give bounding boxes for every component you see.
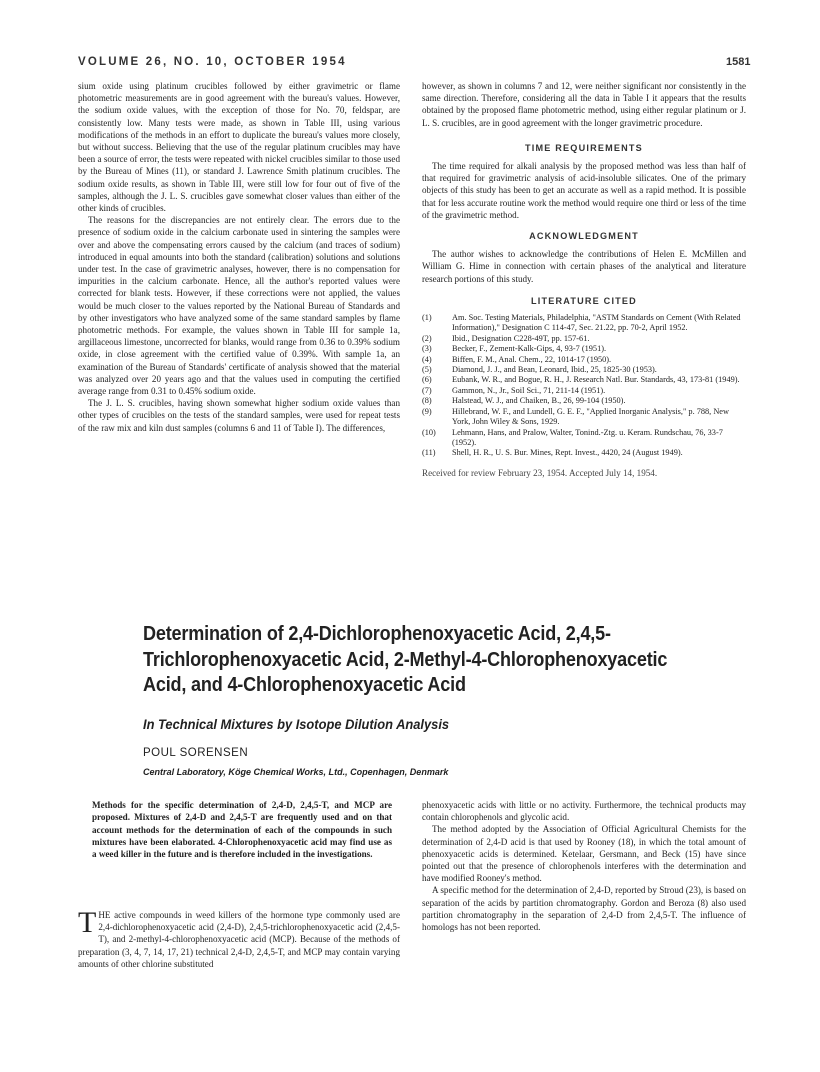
reference-item: (11) Shell, H. R., U. S. Bur. Mines, Rept. Invest., 4420, 24 (August 1949).	[422, 448, 683, 458]
running-header: VOLUME 26, NO. 10, OCTOBER 1954	[78, 56, 347, 68]
paragraph: The method adopted by the Association of Official Agricultural Chemists for the determination of 2,4-D acid is that used by Rooney (18), in which the total amount of phenoxyacetic acids is determined. Ketelaar, Gersmann, and Beck (15) have since pointed out that the presence of chlorophenols interferes with the determination and have modified Rooney's method.	[422, 824, 746, 884]
section-heading-ack: ACKNOWLEDGMENT	[529, 231, 639, 242]
paragraph: The J. L. S. crucibles, having shown somewhat higher sodium oxide values than other types of crucibles on the tests of the standard samples, were used for repeat tests of the raw mix and kiln dust samples (columns 6 and 11 of Table I). The differences,	[78, 398, 400, 433]
paragraph: sium oxide using platinum crucibles followed by either gravimetric or flame photometric measurements are in good agreement with the bureau's values. However, the sodium oxide values, with the exception of those for No. 70, feldspar, are consistently low. Many tests were made, as shown in Table III, using various modifications of the methods in an effort to duplicate the bureau's values more closely, but without success. Believing that the use of the regular platinum crucibles may have been a source of error, the tests were repeated with nickel crucibles similar to those used by the Bureau of Mines (11), or standard J. Lawrence Smith platinum crucibles. The sodium oxide results, as shown in Table III, were still low for four out of five of the samples, although the J. L. S. crucibles gave somewhat closer values than either of the other kinds of crucibles.	[78, 81, 400, 214]
article-right-column	[422, 799, 746, 933]
drop-cap: T	[78, 906, 97, 939]
section-heading-literature: LITERATURE CITED	[531, 295, 637, 306]
paragraph: The reasons for the discrepancies are not entirely clear. The errors due to the presence of sodium oxide in the calcium carbonate used in sintering the samples were over and above the compensating errors caused by the calcium (and traces of sodium) introduced in equal amounts into both the standard (calibration) solutions and solutions under test. In the case of gravimetric analyses, however, there is no compensation for impurities in the calcium carbonate. Hence, all the author's reported values were corrected for blank tests. However, if these corrections were not applied, the values would be much closer to the values reported by the National Bureau of Standards and by other investigators who have analyzed some of the same standard samples by flame photometric methods. For example, the values shown in Table III for sample 1a, argillaceous limestone, uncorrected for blanks, would range from 0.36 to 0.39% sodium oxide, in close agreement with the certified value of 0.39%. With sample 1a, an examination of the Bureau of Standards' certificate of analysis showed that the material was analyzed over 20 years ago and that the values used in computing the certified average range from 0.31 to 0.45% sodium oxide.	[78, 215, 400, 397]
reference-item: (2) Ibid., Designation C228-49T, pp. 157-61.	[422, 333, 590, 343]
reference-item: (4) Biffen, F. M., Anal. Chem., 22, 1014-17 (1950).	[422, 354, 612, 364]
reference-item: (9) Hillebrand, W. F., and Lundell, G. E. F., "Applied Inorganic Analysis," p. 788, New York, John Wiley & Sons, 1929.	[422, 406, 729, 427]
paragraph: however, as shown in columns 7 and 12, were neither significant nor consistently in the same direction. Therefore, considering all the data in Table I it appears that the results obtained by the proposed flame photometric method, using either regular platinum or J. L. S. crucibles, are in good agreement with the longer gravimetric procedure.	[422, 81, 746, 128]
paragraph: phenoxyacetic acids with little or no activity. Furthermore, the technical products may contain chlorophenols and glycolic acid.	[422, 800, 746, 823]
article-affiliation: Central Laboratory, Köge Chemical Works, Ltd., Copenhagen, Denmark	[143, 767, 449, 778]
section-heading-time: TIME REQUIREMENTS	[525, 142, 643, 153]
reference-item: (1) Am. Soc. Testing Materials, Philadelphia, "ASTM Standards on Cement (With Related Information)," Designation C 114-47, Sec. 21.22, pp. 70-2, April 1952.	[422, 313, 741, 333]
page-number: 1581	[726, 56, 751, 68]
abstract: Methods for the specific determination of 2,4-D, 2,4,5-T, and MCP are proposed. Mixtures of 2,4-D and 2,4,5-T are frequently used and on that account methods for the determination of each of the compounds in such mixtures have been elaborated. 4-Chlorophenoxyacetic acid may find use as a weed killer in the future and is therefore included in the investigations.	[92, 800, 392, 860]
right-column	[422, 80, 746, 479]
reference-item: (10) Lehmann, Hans, and Pralow, Walter, Tonind.-Ztg. u. Keram. Rundschau, 76, 33-7 (1952).	[422, 427, 723, 447]
reference-item: (5) Diamond, J. J., and Bean, Leonard, Ibid., 25, 1825-30 (1953).	[422, 365, 657, 375]
reference-item: (7) Gammon, N., Jr., Soil Sci., 71, 211-14 (1951).	[422, 385, 606, 395]
intro-column	[78, 906, 400, 970]
intro-paragraph: THE active compounds in weed killers of the hormone type commonly used are 2,4-dichlorophenoxyacetic acid (2,4-D), 2,4,5-trichlorophenoxyacetic acid (2,4,5-T), and 2-methyl-4-chlorophenoxyacetic acid (MCP). Because of the methods of preparation (3, 4, 7, 14, 17, 21) technical 2,4-D, 2,4,5-T, and MCP may contain varying amounts of other chlorine substituted	[78, 906, 400, 969]
paragraph: The author wishes to acknowledge the contributions of Helen E. McMillen and William G. Hime in connection with certain phases of the analytical and literature research portions of this study.	[422, 249, 746, 284]
reference-list	[422, 313, 746, 459]
article-author: POUL SORENSEN	[143, 747, 249, 759]
reference-item: (8) Halstead, W. J., and Chaiken, B., 26, 99-104 (1950).	[422, 396, 626, 406]
paragraph: The time required for alkali analysis by the proposed method was less than half of that required for gravimetric analysis of acid-insoluble silicates. One of the primary objects of this study has been to get an accurate as well as a rapid method. It is possible that for less accurate routine work the method would require one third or less of the time of the gravimetric method.	[422, 161, 746, 220]
article-title: Determination of 2,4-Dichlorophenoxyacetic Acid, 2,4,5-Trichlorophenoxyacetic Acid, 2-Methyl-4-Chlorophenoxyacetic Acid, and 4-Chlorophenoxyacetic Acid	[143, 622, 668, 696]
article-subtitle: In Technical Mixtures by Isotope Dilution Analysis	[143, 716, 450, 732]
paragraph: A specific method for the determination of 2,4-D, reported by Stroud (23), is based on separation of the acids by partition chromatography. Gordon and Beroza (8) also used partition chromatography in the separation of 2,4-D from 2,4,5-T. The influence of homologs has not been reported.	[422, 885, 746, 933]
left-column	[78, 80, 400, 434]
received-note: Received for review February 23, 1954. Accepted July 14, 1954.	[422, 467, 658, 478]
reference-item: (3) Becker, F., Zement-Kalk-Gips, 4, 93-7 (1951).	[422, 344, 607, 354]
reference-item: (6) Eubank, W. R., and Bogue, R. H., J. Research Natl. Bur. Standards, 43, 173-81 (1949).	[422, 375, 740, 385]
